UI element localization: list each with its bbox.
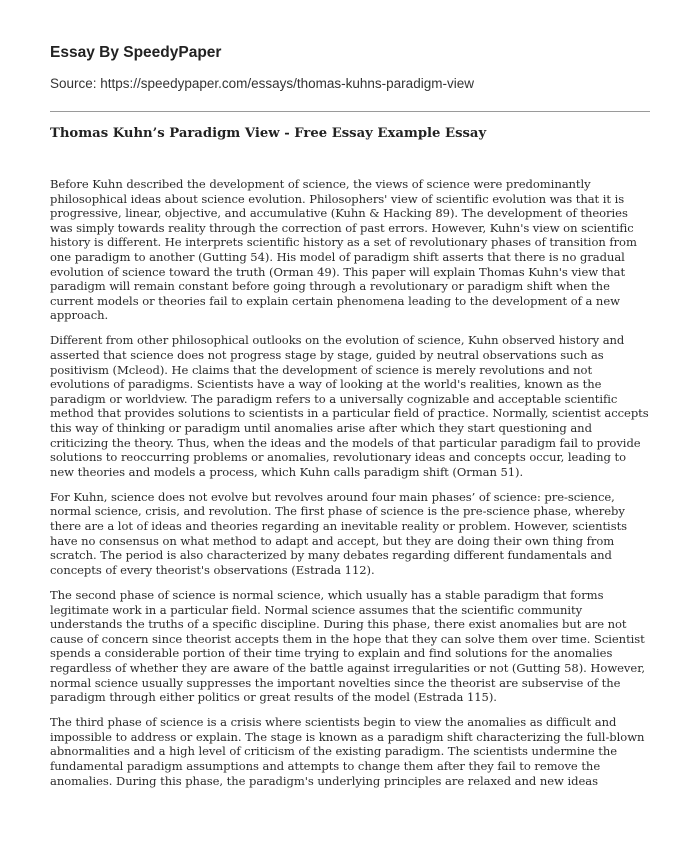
essay-title: Thomas Kuhn’s Paradigm View - Free Essay Example Essay bbox=[50, 126, 487, 141]
essay-body bbox=[50, 177, 650, 788]
paragraph: The third phase of science is a crisis where scientists begin to view the anomalies as difficult and impossible to address or explain. The stage is known as a paradigm shift characterizing the full-blown abnormalities and a high level of criticism of the existing paradigm. The scientists undermine the fundamental paradigm assumptions and attempts to change them after they fail to remove the anomalies. During this phase, the paradigm's underlying principles are relaxed and new ideas bbox=[50, 715, 645, 788]
paragraph: Before Kuhn described the development of science, the views of science were predominantly philosophical ideas about science evolution. Philosophers' view of scientific evolution was that it is progressive, linear, objective, and accumulative (Kuhn & Hacking 89). The development of theories was simply towards reality through the correction of past errors. However, Kuhn's view on scientific history is different. He interprets scientific history as a set of revolutionary phases of transition from one paradigm to another (Gutting 54). His model of paradigm shift asserts that there is no gradual evolution of science toward the truth (Orman 49). This paper will explain Thomas Kuhn's view that paradigm will remain constant before going through a revolutionary or paradigm shift when the current models or theories fail to explain certain phenomena leading to the development of a new approach. bbox=[50, 177, 637, 323]
source-line: Source: https://speedypaper.com/essays/thomas-kuhns-paradigm-view bbox=[50, 76, 474, 91]
paragraph: For Kuhn, science does not evolve but revolves around four main phases’ of science: pre-science, normal science, crisis, and revolution. The first phase of science is the pre-science phase, whereby there are a lot of ideas and theories regarding an inevitable reality or problem. However, scientists have no consensus on what method to adapt and accept, but they are doing their own thing from scratch. The period is also characterized by many debates regarding different fundamentals and concepts of every theorist's observations (Estrada 112). bbox=[50, 489, 628, 577]
essay-page bbox=[50, 44, 650, 799]
paragraph: Different from other philosophical outlooks on the evolution of science, Kuhn observed history and asserted that science does not progress stage by stage, guided by neutral observations such as positivism (Mcleod). He claims that the development of science is merely revolutions and not evolutions of paradigms. Scientists have a way of looking at the world's realities, known as the paradigm or worldview. The paradigm refers to a universally cognizable and acceptable scientific method that provides solutions to scientists in a particular field of practice. Normally, scientist accepts this way of thinking or paradigm until anomalies arise after which they start questioning and criticizing the theory. Thus, when the ideas and the models of that particular paradigm fail to provide solutions to reoccurring problems or anomalies, revolutionary ideas and concepts occur, leading to new theories and models a process, which Kuhn calls paradigm shift (Orman 51). bbox=[50, 333, 649, 479]
brand-title: Essay By SpeedyPaper bbox=[50, 44, 222, 61]
header-divider bbox=[50, 111, 650, 112]
paragraph: The second phase of science is normal science, which usually has a stable paradigm that forms legitimate work in a particular field. Normal science assumes that the scientific community understands the truths of a specific discipline. During this phase, there exist anomalies but are not cause of concern since theorist accepts them in the hope that they can solve them over time. Scientist spends a considerable portion of their time trying to explain and find solutions for the anomalies regardless of whether they are aware of the battle against irregularities or not (Gutting 58). However, normal science usually suppresses the important novelties since the theorist are subservise of the paradigm through either politics or great results of the model (Estrada 115). bbox=[50, 587, 646, 705]
